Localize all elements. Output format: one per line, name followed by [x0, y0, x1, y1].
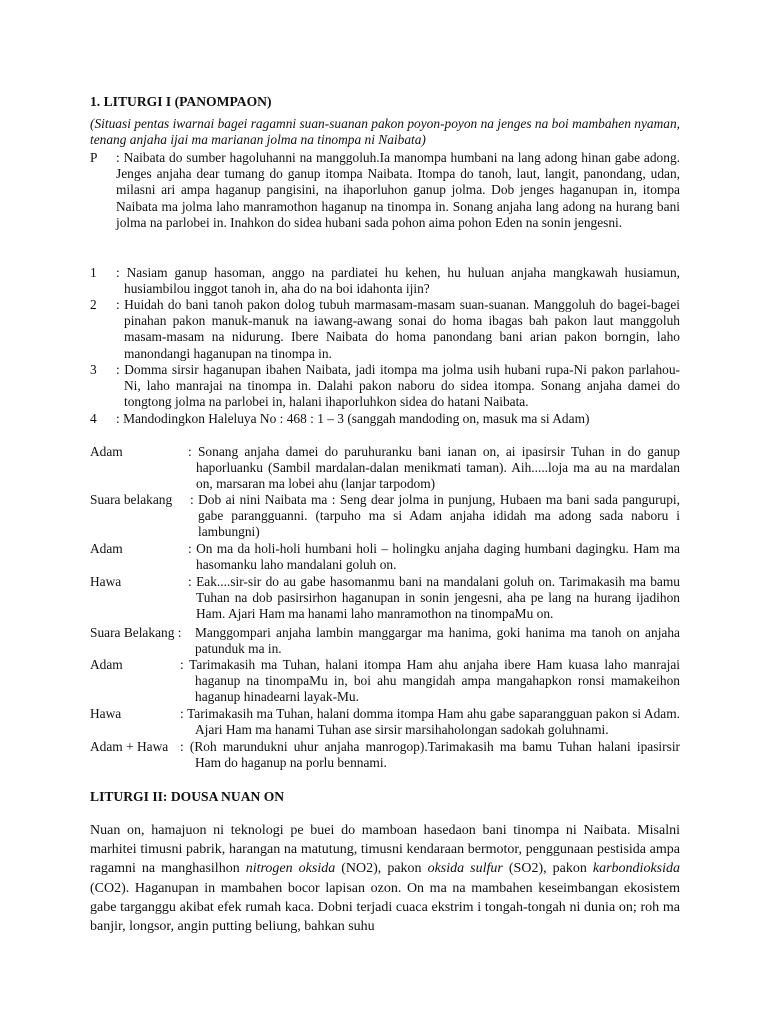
numbered-item-3 — [90, 362, 680, 411]
dialogue-line — [90, 574, 680, 623]
speaker-name: Suara belakang — [90, 492, 173, 507]
chemical-term: karbondioksida — [592, 861, 680, 877]
dialogue-line — [90, 541, 680, 573]
chemical-term: oksida sulfur — [427, 861, 503, 877]
item-number: 4 — [90, 411, 97, 426]
item-text: : Domma sirsir haganupan ibahen Naibata, jadi itompa ma jolma usih hubani rupa-Ni pakon parlahou-Ni, laho manrajai na tinompa in. Dalahi pakon naboru do sidea itompa. Sonang anjaha damei do tongtong jolma na parlobei in, halani ihaporluhkon sidea do hatani Naibata. — [116, 362, 680, 410]
p-text: : Naibata do sumber hagoluhanni na manggoluh.Ia manompa humbani na lang adong hinan gabe adong. Jenges anjaha dear tumang do ganup itompa Naibata. Itompa do tanoh, laut, langit, panondang, udan, milasni ari ampa haganup pangisini, na ihaporluhon ganup jolma. Dob jenges haganupan in, itompa Naibata ma jolma laho manramothon haganup na tinompa in. Sonang anjaha lang adong na hurang bani jolma na parlobei in. Inahkon do sidea hubani sada pohon aima pohon Eden na sonin jengesni. — [116, 150, 680, 230]
chemical-term: nitrogen oksida — [245, 861, 336, 877]
section2-body — [90, 821, 680, 936]
item-text: : Mandodingkon Haleluya No : 468 : 1 – 3 (sanggah mandoding on, masuk ma si Adam) — [116, 411, 590, 426]
dialogue-line — [90, 739, 680, 771]
body-text: (SO2), pakon — [502, 861, 593, 877]
item-text: : Huidah do bani tanoh pakon dolog tubuh marmasam-masam suan-suanan. Manggoluh do bagei-bagei pinahan pakon manuk-manuk na iawang-awang sonai do homa ibagas bah pakon laut manggoluh masam-masam na nidurung. Ibere Naibata do homa panondang bani arian pakon borngin, laho manondangi haganupan na tinompa in. — [116, 297, 680, 361]
speaker-name: Adam — [90, 541, 123, 556]
p-marker: P — [90, 150, 98, 165]
numbered-item-1 — [90, 265, 680, 297]
speaker-name: Adam — [90, 444, 123, 459]
dialogue-text: : (Roh marundukni uhur anjaha manrogop).Tarimakasih ma bamu Tuhan halani ipasirsir Ham do haganup na porlu bennami. — [180, 739, 680, 771]
speaker-name: Hawa — [90, 574, 122, 589]
numbered-item-2 — [90, 297, 680, 362]
dialogue-line — [90, 657, 680, 706]
section1-heading: 1. LITURGI I (PANOMPAON) — [90, 94, 272, 109]
body-text: Nuan on, hamajuon ni teknologi pe buei do mamboan hasedaon bani tinompa ni Naibata. Misalni marhitei timusni pabrik, harangan na matutung, timusni kendaraan bermotor, penggunaan pestisida ampa ragamni na manghasilhon — [90, 823, 680, 877]
stage-direction: (Situasi pentas iwarnai bagei ragamni suan-suanan pakon poyon-poyon na jenges na boi mambahen nyaman, tenang anjaha ijai ma marianan jolma na tinompa ni Naibata) — [90, 116, 680, 148]
speaker-name: Suara Belakang : — [90, 625, 182, 640]
item-number: 1 — [90, 265, 97, 280]
section2-heading: LITURGI II: DOUSA NUAN ON — [90, 789, 285, 804]
dialogue-text: : Tarimakasih ma Tuhan, halani domma itompa Ham ahu gabe saparangguan pakon si Adam. Ajari Ham ma hanami Tuhan ase sirsir marsihaholongan sadokah goluhnami. — [180, 706, 680, 738]
body-text: (CO2). Haganupan in mambahen bocor lapisan ozon. On ma na mambahen keseimbangan ekosistem gabe targanggu akibat efek rumah kaca. Dobni terjadi cuaca ekstrim i tongah-tongah ni dunia on; roh ma banjir, longsor, angin putting beliung, bahkan suhu — [90, 880, 680, 935]
item-text: : Nasiam ganup hasoman, anggo na pardiatei hu kehen, hu huluan anjaha mangkawah husiamun, husiambilou inggot tanoh in, aha do na boi idahonta ijin? — [116, 265, 680, 297]
body-text: (NO2), pakon — [335, 861, 428, 877]
dialogue-text: : Dob ai nini Naibata ma : Seng dear jolma in punjung, Hubaen ma bani sada pangurupi, gabe parangguanni. (tarpuho ma si Adam anjaha ididah ma adong sada naboru i lambungni) — [190, 492, 680, 540]
speaker-name: Adam — [90, 657, 123, 672]
dialogue-line — [90, 444, 680, 493]
dialogue-text: : On ma da holi-holi humbani holi – holingku anjaha daging humbani dagingku. Ham ma hasomanku laho mandalani goluh on. — [188, 541, 680, 573]
dialogue-text: Manggompari anjaha lambin manggargar ma hanima, goki hanima ma tanoh on anjaha patunduk ma in. — [195, 625, 680, 657]
dialogue-line — [90, 706, 680, 738]
dialogue-line — [90, 625, 680, 657]
numbered-item-4 — [90, 411, 680, 427]
dialogue-text: : Sonang anjaha damei do paruhuranku bani ianan on, ai ipasirsir Tuhan in do ganup haporluanku (Sambil mardalan-dalan menikmati taman). Aih.....loja ma au na mardalan on, marsaran ma lobei ahu (lanjar tarpodom) — [188, 444, 680, 492]
dialogue-line — [90, 492, 680, 541]
speaker-name: Hawa — [90, 706, 122, 721]
p-paragraph — [90, 150, 680, 231]
dialogue-text: : Tarimakasih ma Tuhan, halani itompa Ham ahu anjaha ibere Ham kuasa laho manrajai haganup na tinompaMu in, boi ahu mangidah ampa mangahapkon ronsi mamakeihon haganup hinadearni layak-Mu. — [180, 657, 680, 705]
dialogue-text: : Eak....sir-sir do au gabe hasomanmu bani na mandalani goluh on. Tarimakasih ma bamu Tuhan na dob pasirsirhon haganupan in sonin jengesni, aha pe lang na hurang ijadihon Ham. Ajari Ham ma hanami laho manramothon na tinompaMu on. — [188, 574, 680, 622]
speaker-name: Adam + Hawa — [90, 739, 169, 754]
item-number: 3 — [90, 362, 97, 377]
item-number: 2 — [90, 297, 97, 312]
